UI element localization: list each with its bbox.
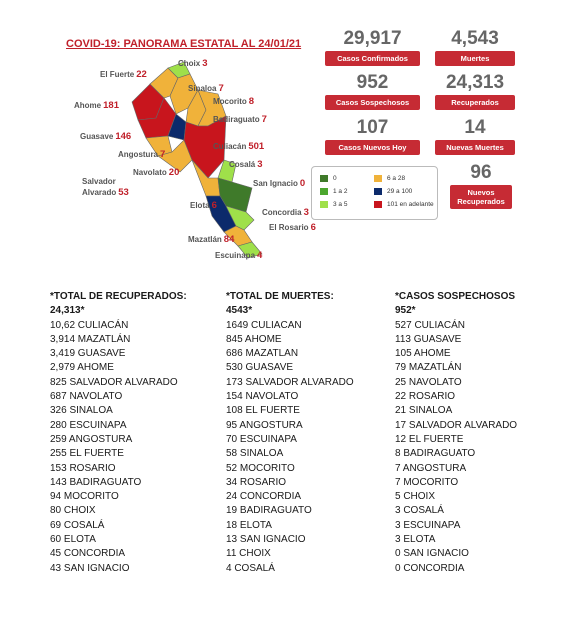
stat-label: Recuperados	[435, 95, 515, 110]
stat-value: 96	[470, 162, 492, 183]
list-item: 527 CULIACÁN	[395, 319, 466, 331]
list-item: 58 SINALOA	[226, 448, 284, 460]
list-item: 79 MAZATLÁN	[395, 362, 462, 374]
list-item: 255 EL FUERTE	[50, 448, 124, 460]
map-label-navolato: Navolato 20	[133, 167, 180, 178]
stat-value: 14	[464, 117, 486, 138]
list-item: 34 ROSARIO	[226, 476, 287, 488]
stat-label: Nuevas Muertes	[435, 140, 515, 155]
map-label-sinaloa: Sinaloa 7	[188, 83, 224, 94]
stat-label: Nuevos Recuperados	[450, 185, 512, 209]
list-item: 143 BADIRAGUATO	[50, 476, 142, 488]
list-item: 687 NAVOLATO	[50, 391, 123, 403]
stat-value: 107	[356, 117, 389, 138]
map-label-mazatlan: Mazatlán 84	[188, 234, 235, 245]
list-item: 108 EL FUERTE	[226, 405, 300, 417]
legend-swatch	[320, 201, 328, 208]
list-item: 60 ELOTA	[50, 534, 96, 546]
legend-item: 29 a 100	[374, 188, 412, 195]
stat-value: 24,313	[445, 72, 505, 93]
legend-swatch	[374, 201, 382, 208]
map-label-badiraguato: Badiraguato 7	[213, 114, 267, 125]
page-title: COVID-19: PANORAMA ESTATAL AL 24/01/21	[66, 38, 302, 50]
list-item: 13 SAN IGNACIO	[226, 534, 306, 546]
list-item: 69 COSALÁ	[50, 519, 105, 531]
list-item: 45 CONCORDIA	[50, 548, 126, 560]
list-item: 52 MOCORITO	[226, 462, 295, 474]
legend-item: 1 a 2	[320, 188, 347, 195]
list-item: 70 ESCUINAPA	[226, 433, 297, 445]
list-item: 3,419 GUASAVE	[50, 348, 126, 360]
muertes-list	[226, 290, 354, 576]
stat-label: Casos Nuevos Hoy	[325, 140, 420, 155]
legend-item: 101 en adelante	[374, 201, 434, 208]
legend-swatch	[320, 188, 328, 195]
sospechosos-list	[395, 290, 517, 576]
list-item: 12 EL FUERTE	[395, 433, 464, 445]
legend-swatch	[374, 188, 382, 195]
list-item: 825 SALVADOR ALVARADO	[50, 376, 178, 388]
list-item: 3 COSALÁ	[395, 505, 444, 517]
list-item: 3 ELOTA	[395, 534, 436, 546]
stat-label: Casos Confirmados	[325, 51, 420, 66]
list-item: 280 ESCUINAPA	[50, 419, 127, 431]
list-item: 0 CONCORDIA	[395, 562, 465, 574]
map-label-escuinapa: Escuinapa 4	[215, 250, 263, 261]
list-item: 21 SINALOA	[395, 405, 453, 417]
recuperados-title: *TOTAL DE RECUPERADOS:	[50, 291, 187, 302]
list-item: 153 ROSARIO	[50, 462, 116, 474]
sospechosos-total: 952*	[395, 305, 416, 317]
list-item: 19 BADIRAGUATO	[226, 505, 312, 517]
list-item: 24 CONCORDIA	[226, 491, 302, 503]
map-label-cosala: Cosalá 3	[229, 159, 263, 170]
list-item: 80 CHOIX	[50, 505, 96, 517]
legend-item: 6 a 28	[374, 175, 405, 182]
list-item: 530 GUASAVE	[226, 362, 294, 374]
muertes-title: *TOTAL DE MUERTES:	[226, 291, 334, 302]
list-item: 845 AHOME	[226, 333, 282, 345]
map-label-elota: Elota 6	[190, 200, 217, 211]
sospechosos-title: *CASOS SOSPECHOSOS	[395, 291, 516, 302]
list-item: 10,62 CULIACÁN	[50, 319, 129, 331]
list-item: 8 BADIRAGUATO	[395, 448, 476, 460]
muertes-total: 4543*	[226, 305, 253, 317]
stat-nuevas-muertes	[435, 117, 515, 155]
list-item: 18 ELOTA	[226, 519, 272, 531]
recuperados-total: 24,313*	[50, 305, 85, 317]
map-label-el-rosario: El Rosario 6	[269, 222, 316, 233]
stat-nuevos-recuperados	[450, 162, 512, 209]
stat-value: 29,917	[343, 28, 402, 49]
stat-recuperados	[435, 72, 515, 110]
legend-swatch	[374, 175, 382, 182]
legend-item: 3 a 5	[320, 201, 347, 208]
list-item: 105 AHOME	[395, 348, 451, 360]
list-item: 259 ANGOSTURA	[50, 433, 133, 445]
legend-swatch	[320, 175, 328, 182]
map-label-el-fuerte: El Fuerte 22	[100, 69, 147, 80]
map-label-choix: Choix 3	[178, 58, 208, 69]
stat-label: Muertes	[435, 51, 515, 66]
map-label-salvador: Salvador	[82, 177, 116, 186]
map-legend	[311, 166, 438, 220]
stat-value: 952	[356, 72, 389, 93]
stat-muertes	[435, 28, 515, 66]
map-label-concordia: Concordia 3	[262, 207, 309, 218]
map-label-ahome: Ahome 181	[74, 100, 119, 111]
list-item: 95 ANGOSTURA	[226, 419, 303, 431]
map-label-angostura: Angostura 7	[118, 149, 166, 160]
list-item: 11 CHOIX	[226, 548, 271, 560]
list-item: 1649 CULIACAN	[226, 319, 302, 331]
list-item: 22 ROSARIO	[395, 391, 456, 403]
stat-casos-confirmados	[325, 28, 420, 66]
list-item: 326 SINALOA	[50, 405, 113, 417]
list-item: 94 MOCORITO	[50, 491, 119, 503]
stat-value: 4,543	[451, 28, 499, 49]
map-label-guasave: Guasave 146	[80, 131, 132, 142]
stat-label: Casos Sospechosos	[325, 95, 420, 110]
map-label-san-ignacio: San Ignacio 0	[253, 178, 306, 189]
recuperados-list	[50, 290, 187, 576]
map-label-mocorito: Mocorito 8	[213, 96, 255, 107]
list-item: 173 SALVADOR ALVARADO	[226, 376, 354, 388]
list-item: 7 MOCORITO	[395, 476, 459, 488]
list-item: 3,914 MAZATLÁN	[50, 333, 131, 345]
map-label-culiacan: Culiacán 501	[213, 141, 265, 152]
list-item: 43 SAN IGNACIO	[50, 562, 130, 574]
list-item: 17 SALVADOR ALVARADO	[395, 419, 518, 431]
list-item: 25 NAVOLATO	[395, 376, 462, 388]
list-item: 113 GUASAVE	[395, 333, 462, 345]
list-item: 7 ANGOSTURA	[395, 462, 467, 474]
list-item: 4 COSALÁ	[226, 562, 275, 574]
stat-casos-nuevos-hoy	[325, 117, 420, 155]
list-item: 5 CHOIX	[395, 491, 436, 503]
stat-casos-sospechosos	[325, 72, 420, 110]
list-item: 0 SAN IGNACIO	[395, 548, 469, 560]
list-item: 2,979 AHOME	[50, 362, 114, 374]
list-item: 686 MAZATLAN	[226, 348, 299, 360]
map-label-alvarado: Alvarado 53	[82, 187, 129, 198]
list-item: 3 ESCUINAPA	[395, 519, 461, 531]
legend-item: 0	[320, 175, 337, 182]
list-item: 154 NAVOLATO	[226, 391, 299, 403]
